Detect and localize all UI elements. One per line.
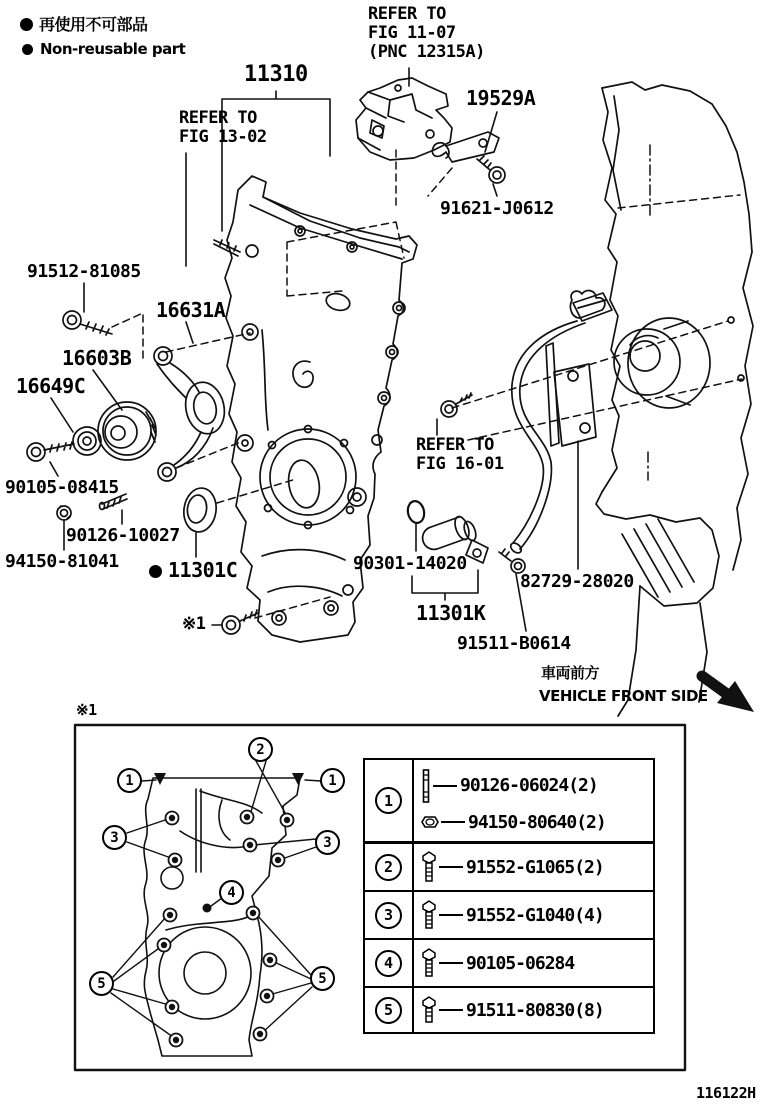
part-label-16631a: 16631A bbox=[156, 298, 226, 322]
part-label-91621-j0612: 91621-J0612 bbox=[440, 198, 554, 219]
bolt-icon bbox=[421, 851, 437, 883]
bolt-91511-b0614-drawing bbox=[499, 549, 525, 573]
table-part-number: 90105-06284 bbox=[466, 952, 575, 974]
idler-bracket-16631a-drawing bbox=[154, 347, 229, 481]
refer-line: FIG 16-01 bbox=[416, 454, 504, 475]
inset-bolt-markers bbox=[154, 773, 304, 1047]
part-label-91512-81085: 91512-81085 bbox=[27, 261, 141, 282]
oil-seal-11301c-drawing bbox=[181, 486, 219, 534]
part-label-16603b: 16603B bbox=[62, 346, 132, 370]
inset-callout-4: 4 bbox=[219, 880, 244, 905]
part-label-19529a: 19529A bbox=[466, 86, 536, 110]
item-dash bbox=[439, 1009, 463, 1011]
direction-en: VEHICLE FRONT SIDE bbox=[539, 687, 708, 705]
part-label-11301c bbox=[149, 559, 237, 581]
table-row-items bbox=[414, 844, 653, 890]
engine-block-drawing bbox=[570, 82, 753, 716]
bolt-91621-drawing bbox=[477, 156, 505, 183]
table-part-number: 91552-G1065(2) bbox=[466, 856, 604, 878]
callout-badge-1: 1 bbox=[375, 787, 402, 814]
table-row-number-cell bbox=[365, 892, 414, 938]
non-reusable-dot-icon bbox=[20, 18, 33, 31]
refer-line: REFER TO bbox=[416, 435, 494, 455]
table-item bbox=[421, 900, 653, 930]
engine-mounting-bracket-drawing bbox=[356, 78, 452, 160]
part-label-11301k: 11301K bbox=[416, 601, 486, 625]
legend-jp-text: 再使用不可部品 bbox=[39, 15, 148, 34]
inset-callout-1-left: 1 bbox=[117, 768, 142, 793]
table-row-items bbox=[414, 940, 653, 986]
part-label-11301c-text: 11301C bbox=[168, 558, 238, 582]
table-part-number: 94150-80640(2) bbox=[468, 811, 606, 833]
washer-16649c-drawing bbox=[73, 427, 101, 455]
table-row bbox=[365, 940, 653, 988]
refer-line: (PNC 12315A) bbox=[368, 42, 485, 63]
table-row bbox=[365, 760, 653, 844]
stud-icon bbox=[421, 769, 431, 803]
marker-asterisk1-inset: ※1 bbox=[76, 701, 97, 719]
bolt-refer-16-01-drawing bbox=[441, 393, 472, 417]
refer-fig-16-01-note bbox=[416, 436, 504, 474]
part-label-90126-10027: 90126-10027 bbox=[66, 525, 180, 546]
table-row bbox=[365, 892, 653, 940]
nut-icon bbox=[421, 815, 439, 829]
vehicle-front-arrow bbox=[702, 676, 754, 712]
marker-bolt-drawing bbox=[222, 610, 258, 634]
table-item bbox=[421, 996, 653, 1024]
legend-non-reusable-jp bbox=[20, 16, 148, 34]
item-dash bbox=[441, 821, 465, 823]
harness-82729-drawing bbox=[509, 293, 612, 555]
inset-callout-5-left: 5 bbox=[89, 971, 114, 996]
legend-non-reusable-en bbox=[22, 41, 185, 58]
inset-callout-3-right: 3 bbox=[315, 830, 340, 855]
item-dash bbox=[439, 962, 463, 964]
hardware-table bbox=[363, 758, 655, 1034]
table-item bbox=[421, 851, 653, 883]
table-item bbox=[421, 812, 653, 833]
bolt-icon bbox=[421, 900, 437, 930]
bolt-icon bbox=[421, 996, 437, 1024]
part-label-94150-81041: 94150-81041 bbox=[5, 551, 119, 572]
inset-callout-2: 2 bbox=[248, 737, 273, 762]
dash-dot-lines bbox=[648, 145, 650, 480]
table-row-items bbox=[414, 988, 653, 1032]
callout-badge-4: 4 bbox=[375, 950, 402, 977]
o-ring-90301-drawing bbox=[406, 500, 426, 525]
table-part-number: 90126-06024(2) bbox=[460, 775, 598, 796]
table-row-items bbox=[414, 760, 653, 841]
refer-line: FIG 11-07 bbox=[368, 23, 456, 44]
table-item bbox=[421, 948, 653, 978]
table-row-number-cell bbox=[365, 760, 414, 841]
part-label-16649c: 16649C bbox=[16, 374, 86, 398]
refer-line: REFER TO bbox=[368, 4, 446, 24]
inset-callout-3-left: 3 bbox=[102, 825, 127, 850]
item-dash bbox=[439, 866, 463, 868]
inset-callout-lines bbox=[111, 761, 321, 1037]
table-row-number-cell bbox=[365, 988, 414, 1032]
callout-badge-3: 3 bbox=[375, 902, 402, 929]
direction-jp: 車両前方 bbox=[541, 664, 600, 682]
part-label-11310: 11310 bbox=[244, 62, 308, 87]
figure-code: 116122H bbox=[696, 1084, 756, 1102]
marker-asterisk1-main: ※1 bbox=[182, 614, 206, 634]
bolt-91512-drawing bbox=[63, 311, 112, 335]
item-dash bbox=[439, 914, 463, 916]
inset-callout-5-right: 5 bbox=[310, 966, 335, 991]
callout-badge-5: 5 bbox=[375, 997, 402, 1024]
table-row-number-cell bbox=[365, 844, 414, 890]
nut-94150-81041-drawing bbox=[57, 506, 71, 520]
bolt-icon bbox=[421, 948, 437, 978]
part-label-82729-28020: 82729-28020 bbox=[520, 571, 634, 592]
legend-en-text: Non-reusable part bbox=[40, 40, 186, 58]
refer-line: REFER TO bbox=[179, 108, 257, 128]
callout-badge-2: 2 bbox=[375, 854, 402, 881]
table-row-number-cell bbox=[365, 940, 414, 986]
part-label-91511-b0614: 91511-B0614 bbox=[457, 633, 571, 654]
table-part-number: 91552-G1040(4) bbox=[466, 904, 604, 926]
refer-fig-13-02-note bbox=[179, 109, 267, 147]
part-label-90301-14020: 90301-14020 bbox=[353, 553, 467, 574]
bolt-90105-08415-drawing bbox=[27, 442, 74, 461]
part-label-90105-08415: 90105-08415 bbox=[5, 477, 119, 498]
table-row-items bbox=[414, 892, 653, 938]
non-reusable-dot-icon bbox=[149, 565, 162, 578]
pulley-16603b-drawing bbox=[98, 402, 156, 460]
non-reusable-dot-icon bbox=[22, 44, 33, 55]
item-dash bbox=[433, 785, 457, 787]
refer-fig-11-07-note bbox=[368, 5, 485, 62]
inset-callout-1-right: 1 bbox=[320, 768, 345, 793]
table-item bbox=[421, 769, 653, 803]
table-row bbox=[365, 844, 653, 892]
refer-line: FIG 13-02 bbox=[179, 127, 267, 148]
table-row bbox=[365, 988, 653, 1032]
table-part-number: 91511-80830(8) bbox=[466, 999, 604, 1021]
